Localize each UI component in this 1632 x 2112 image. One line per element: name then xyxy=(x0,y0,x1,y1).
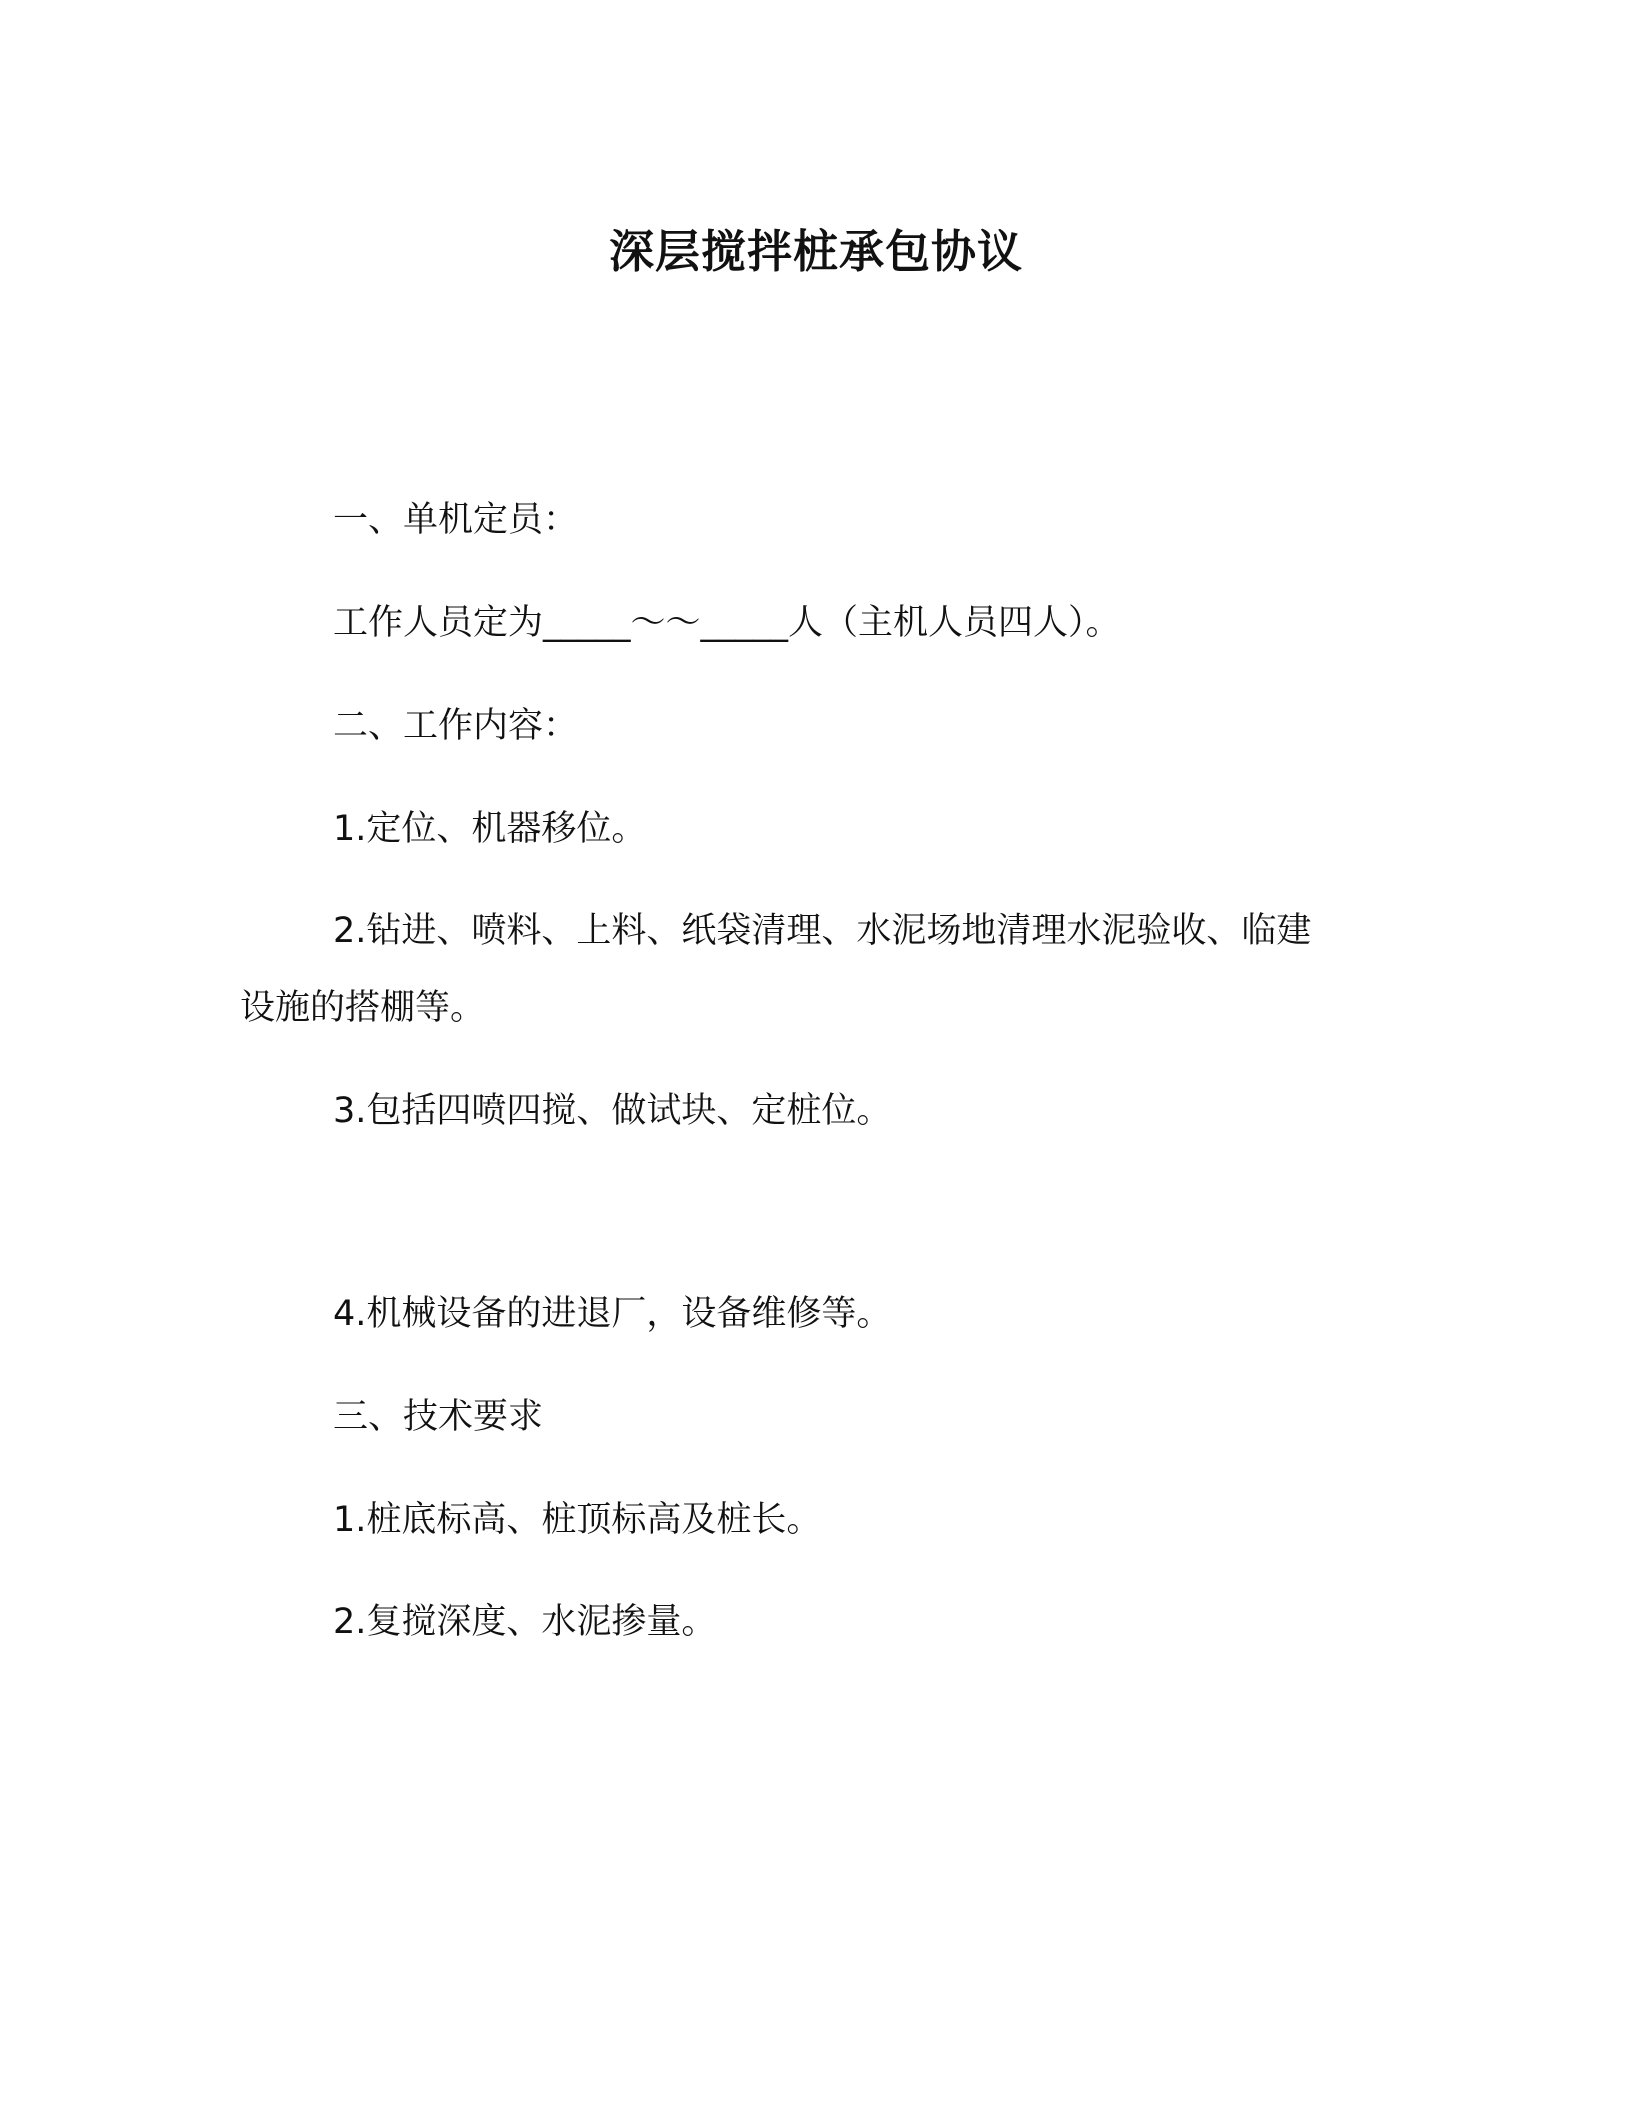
document-title: 深层搅拌桩承包协议 xyxy=(608,225,1023,278)
list-item-technical-1: 1.桩底标高、桩顶标高及桩长。 xyxy=(333,1500,822,1540)
section-heading-staffing: 一、单机定员： xyxy=(333,500,579,540)
section-heading-technical: 三、技术要求 xyxy=(333,1397,544,1437)
list-item-work-2: 2.钻进、喷料、上料、纸袋清理、水泥场地清理水泥验收、临建 xyxy=(333,911,1312,951)
paragraph-staffing: 工作人员定为_____～～_____人（主机人员四人）。 xyxy=(333,603,1121,643)
list-item-work-1: 1.定位、机器移位。 xyxy=(333,809,647,849)
list-item-work-4: 4.机械设备的进退厂，设备维修等。 xyxy=(333,1294,892,1334)
list-item-work-3: 3.包括四喷四搅、做试块、定桩位。 xyxy=(333,1091,892,1131)
list-item-work-2-continued: 设施的搭棚等。 xyxy=(240,988,486,1028)
section-heading-work-content: 二、工作内容： xyxy=(333,706,579,746)
list-item-technical-2: 2.复搅深度、水泥掺量。 xyxy=(333,1602,717,1642)
